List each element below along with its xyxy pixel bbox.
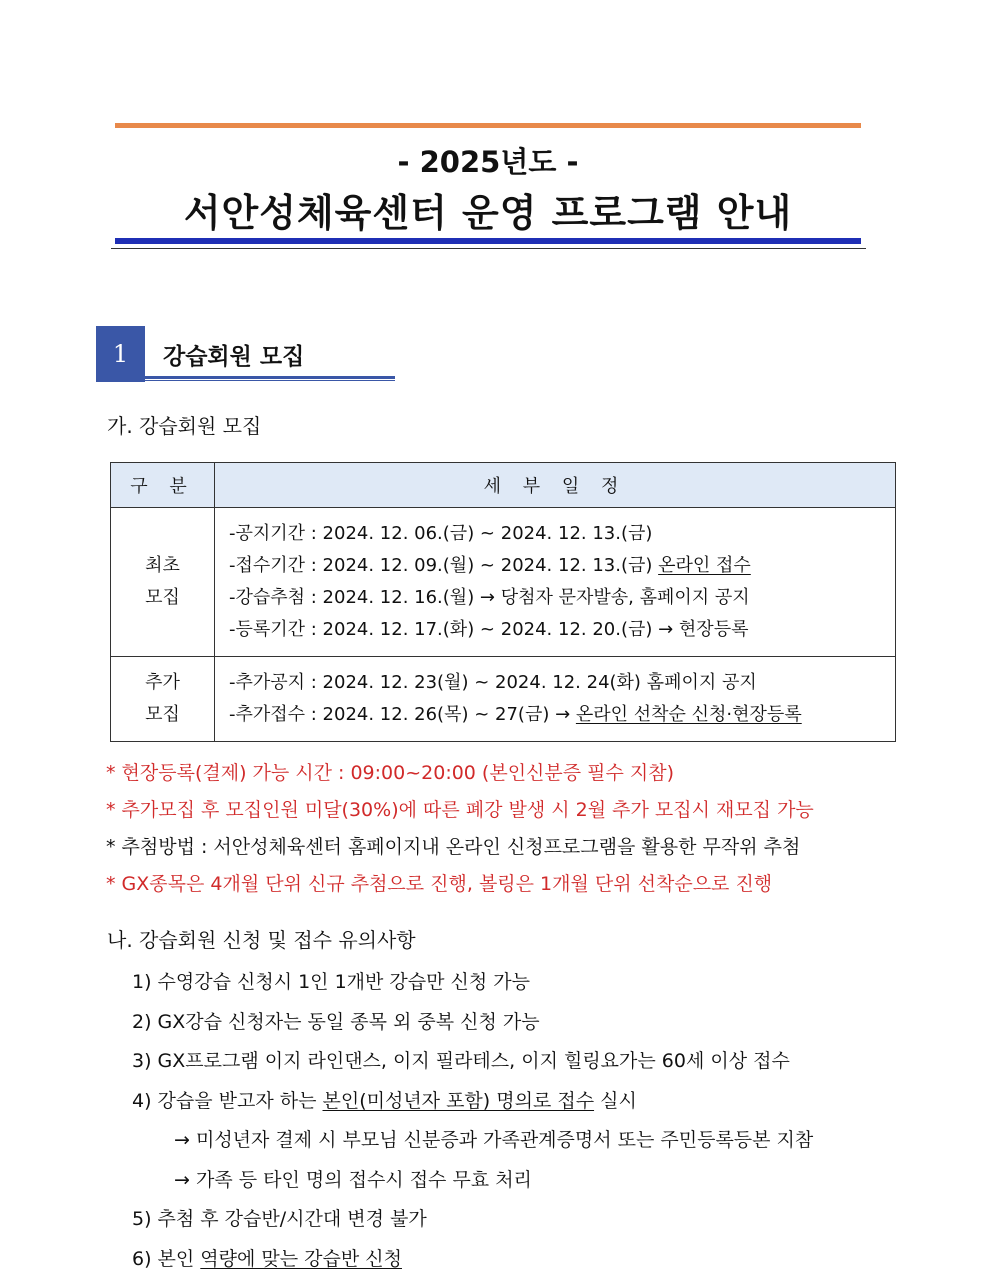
schedule-table — [110, 462, 896, 742]
list-text: 실시 — [594, 1089, 637, 1112]
category-line: 최초 — [145, 555, 180, 576]
note-item — [106, 758, 814, 795]
list-subitem: → 미성년자 결제 시 부모님 신분증과 가족관계증명서 또는 주민등록등본 지참 — [174, 1129, 814, 1151]
ability-emphasis: 역량에 맞는 강습반 신청 — [200, 1247, 402, 1270]
detail-additional — [215, 657, 896, 742]
detail-text: -접수기간 : 2024. 12. 09.(월) ~ 2024. 12. 13.(금) — [229, 555, 659, 576]
note-text: * 현장등록(결제) 가능 시간 : 09:00~20:00 (본인신분증 필수 지참) — [106, 762, 675, 784]
note-item: * 추첨방법 : 서안성체육센터 홈페이지내 온라인 신청프로그램을 활용한 무작위 추첨 — [106, 836, 801, 858]
detail-text: -추가접수 : 2024. 12. 26(목) ~ 27(금) → — [229, 704, 576, 725]
list-item: 5) 추첨 후 강습반/시간대 변경 불가 — [132, 1208, 427, 1230]
category-line: 모집 — [145, 587, 180, 608]
detail-line: -등록기간 : 2024. 12. 17.(화) ~ 2024. 12. 20.(금) → 현장등록 — [229, 619, 749, 640]
subsection-a-heading: 가. 강습회원 모집 — [107, 414, 262, 438]
section-number-badge: 1 — [96, 326, 145, 382]
list-item — [132, 1085, 813, 1125]
list-item — [132, 1243, 813, 1283]
list-item: 2) GX강습 신청자는 동일 종목 외 중복 신청 가능 — [132, 1010, 540, 1033]
category-line: 모집 — [145, 704, 180, 725]
header-orange-rule — [115, 123, 861, 128]
header-thin-rule — [111, 248, 866, 249]
detail-line: -공지기간 : 2024. 12. 06.(금) ~ 2024. 12. 13.(금) — [229, 523, 653, 544]
detail-line: -강습추첨 : 2024. 12. 16.(월) → 당첨자 문자발송, 홈페이지 공지 — [229, 587, 750, 608]
document-year-subtitle: - 2025년도 - — [397, 145, 579, 179]
category-initial — [111, 508, 215, 657]
detail-line: -추가공지 : 2024. 12. 23(월) ~ 2024. 12. 24(화) 홈페이지 공지 — [229, 672, 757, 693]
guideline-list — [132, 966, 813, 1282]
table-header-row — [111, 463, 896, 508]
list-item: 3) GX프로그램 이지 라인댄스, 이지 필라테스, 이지 힐링요가는 60세 이상 접수 — [132, 1050, 790, 1072]
online-registration-emphasis: 온라인 접수 — [658, 555, 751, 576]
subsection-b-heading: 나. 강습회원 신청 및 접수 유의사항 — [107, 928, 416, 952]
document-title: 서안성체육센터 운영 프로그램 안내 — [183, 191, 793, 235]
table-row — [111, 508, 896, 657]
first-come-registration-emphasis: 온라인 선착순 신청·현장등록 — [575, 704, 802, 725]
section-underline-thin — [145, 380, 395, 381]
own-name-emphasis: 본인(미성년자 포함) 명의로 접수 — [322, 1089, 595, 1112]
header-blue-rule — [115, 238, 861, 244]
category-additional — [111, 657, 215, 742]
category-line: 추가 — [145, 672, 180, 693]
detail-line — [229, 550, 895, 582]
notes-list — [106, 758, 814, 906]
detail-line — [229, 699, 895, 731]
list-text: 6) 본인 — [132, 1247, 201, 1270]
header-detail: 세 부 일 정 — [215, 463, 896, 508]
section-underline — [145, 376, 395, 379]
list-subitem: → 가족 등 타인 명의 접수시 접수 무효 처리 — [174, 1168, 532, 1191]
note-item: * GX종목은 4개월 단위 신규 추첨으로 진행, 볼링은 1개월 단위 선착순으로 진행 — [106, 873, 773, 895]
note-item: * 추가모집 후 모집인원 미달(30%)에 따른 폐강 발생 시 2월 추가 모집시 재모집 가능 — [106, 799, 814, 821]
list-item: 1) 수영강습 신청시 1인 1개반 강습만 신청 가능 — [132, 971, 530, 993]
header-category: 구 분 — [111, 463, 215, 508]
detail-initial — [215, 508, 896, 657]
table-row — [111, 657, 896, 742]
section-title: 강습회원 모집 — [163, 344, 305, 370]
list-text: 4) 강습을 받고자 하는 — [132, 1089, 323, 1112]
